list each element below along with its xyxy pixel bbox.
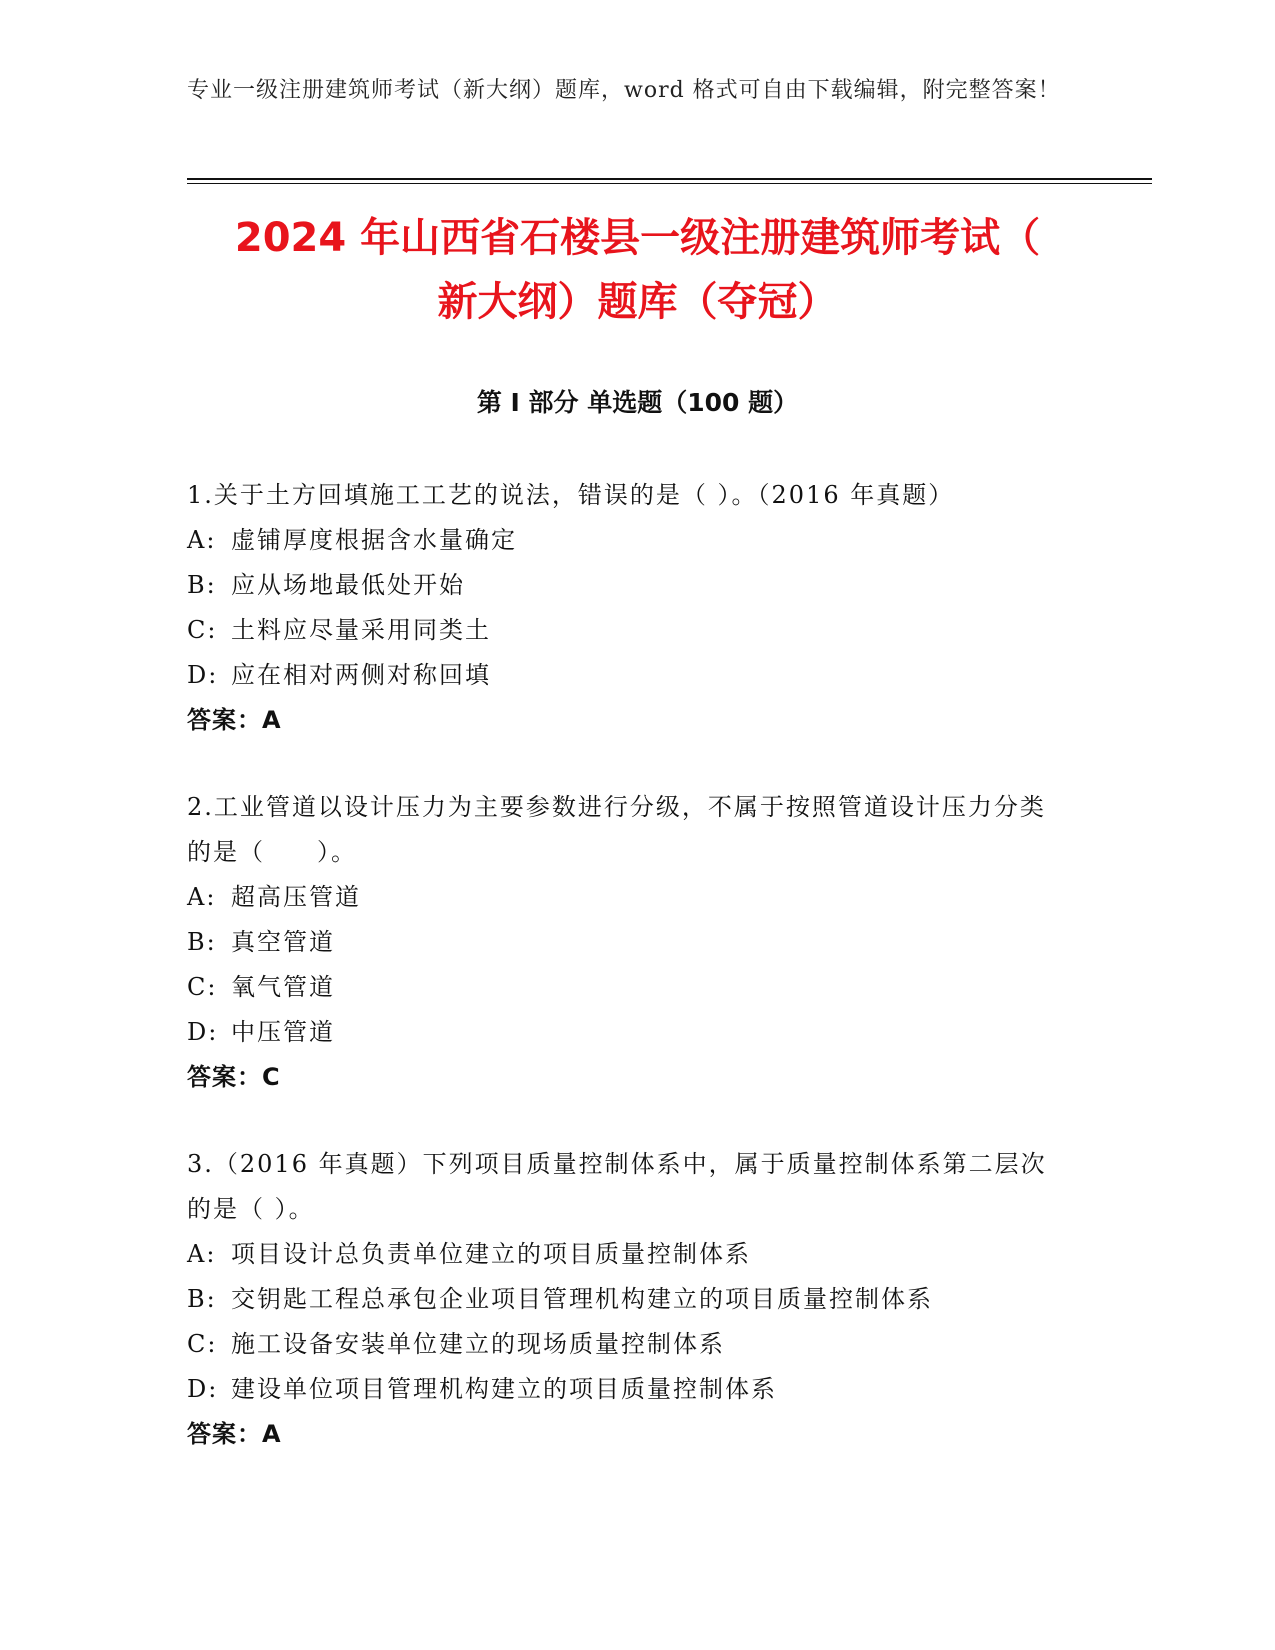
header-rule-thin [187,183,1152,184]
option-letter: B: [187,571,217,599]
option-a [187,518,1067,563]
option-text: 氧气管道 [231,973,335,1001]
option-a [187,875,1067,920]
option-b [187,563,1067,608]
option-letter: C: [187,1330,218,1358]
option-text: 交钥匙工程总承包企业项目管理机构建立的项目质量控制体系 [231,1285,933,1313]
option-text: 应从场地最低处开始 [231,571,465,599]
option-letter: D: [187,1375,219,1403]
option-c [187,1322,1067,1367]
document-title-line-2: 新大纲）题库（夺冠） [437,279,838,325]
option-text: 施工设备安装单位建立的现场质量控制体系 [231,1330,725,1358]
section-title: 第 I 部分 单选题（100 题） [476,388,799,417]
answer-label: 答案：A [187,1420,282,1448]
document-title [170,206,1105,334]
question-2 [187,785,1067,1100]
option-letter: A: [187,526,217,554]
question-3 [187,1142,1067,1457]
option-d [187,1367,1067,1412]
option-letter: A: [187,1240,217,1268]
option-c [187,965,1067,1010]
option-letter: B: [187,1285,217,1313]
option-text: 土料应尽量采用同类土 [231,616,491,644]
option-c [187,608,1067,653]
question-1 [187,473,1067,743]
option-letter: D: [187,1018,219,1046]
option-d [187,653,1067,698]
option-letter: C: [187,616,218,644]
question-stem: 2.工业管道以设计压力为主要参数进行分级，不属于按照管道设计压力分类的是（ ）。 [187,793,1046,866]
option-text: 虚铺厚度根据含水量确定 [231,526,517,554]
option-a [187,1232,1067,1277]
option-text: 中压管道 [231,1018,335,1046]
option-b [187,1277,1067,1322]
option-b [187,920,1067,965]
header-rule-thick [187,178,1152,180]
option-letter: A: [187,883,217,911]
option-text: 应在相对两侧对称回填 [231,661,491,689]
option-letter: C: [187,973,218,1001]
answer-label: 答案：C [187,1063,281,1091]
document-title-line-1: 2024 年山西省石楼县一级注册建筑师考试（ [234,215,1041,261]
option-text: 建设单位项目管理机构建立的项目质量控制体系 [231,1375,777,1403]
question-stem: 1.关于土方回填施工工艺的说法，错误的是（ ）。（2016 年真题） [187,481,955,509]
option-letter: B: [187,928,217,956]
question-stem: 3.（2016 年真题）下列项目质量控制体系中，属于质量控制体系第二层次的是（ ）。 [187,1150,1047,1223]
question-list [187,473,1067,1499]
option-letter: D: [187,661,219,689]
option-text: 真空管道 [231,928,335,956]
option-d [187,1010,1067,1055]
answer-label: 答案：A [187,706,282,734]
option-text: 项目设计总负责单位建立的项目质量控制体系 [231,1240,751,1268]
option-text: 超高压管道 [231,883,361,911]
header-note: 专业一级注册建筑师考试（新大纲）题库，word 格式可自由下载编辑，附完整答案！ [187,78,1061,103]
